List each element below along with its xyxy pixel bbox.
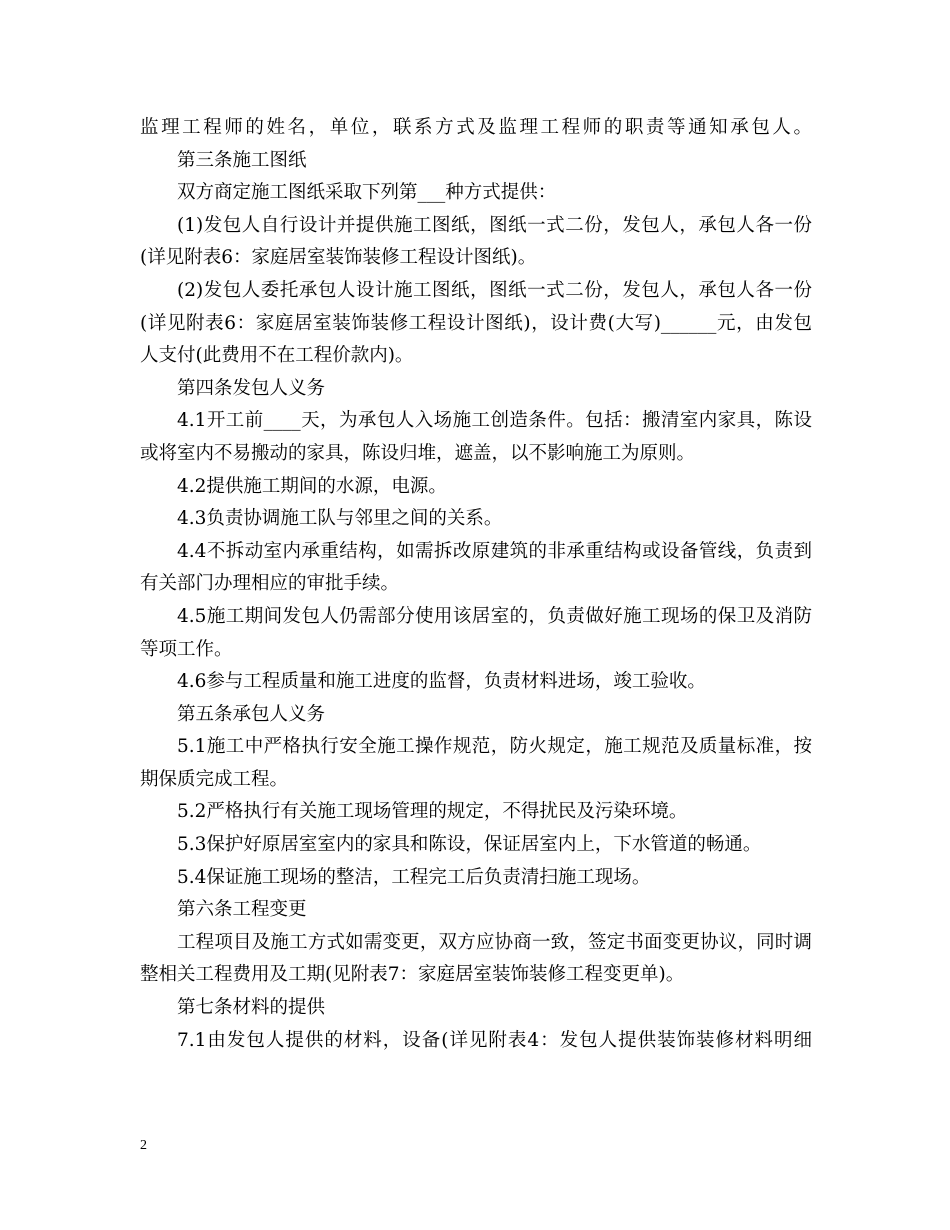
paragraph-line: 5.3保护好原居室室内的家具和陈设，保证居室内上，下水管道的畅通。 — [177, 834, 762, 856]
paragraph-line: (详见附表6：家庭居室装饰装修工程设计图纸)，设计费(大写)______元，由发包 — [140, 312, 812, 334]
paragraph-line: 期保质完成工程。 — [140, 768, 289, 790]
paragraph-line: 工程项目及施工方式如需变更，双方应协商一致，签定书面变更协议，同时调 — [177, 931, 812, 953]
paragraph-line: 4.1开工前____天，为承包人入场施工创造条件。包括：搬清室内家具，陈设 — [177, 410, 812, 432]
section-heading: 第六条工程变更 — [177, 899, 307, 921]
document-body — [140, 112, 812, 1057]
paragraph-line: (2)发包人委托承包人设计施工图纸，图纸一式二份，发包人，承包人各一份 — [177, 279, 812, 301]
section-heading: 第七条材料的提供 — [177, 997, 326, 1019]
paragraph-line: 5.2严格执行有关施工现场管理的规定，不得扰民及污染环境。 — [177, 801, 688, 823]
page-number: 2 — [140, 1138, 147, 1153]
paragraph-line: 双方商定施工图纸采取下列第___种方式提供： — [177, 182, 557, 204]
section-heading: 第五条承包人义务 — [177, 703, 326, 725]
paragraph-line: 4.4不拆动室内承重结构，如需拆改原建筑的非承重结构或设备管线，负责到 — [177, 540, 812, 562]
paragraph-line: 人支付(此费用不在工程价款内)。 — [140, 345, 414, 367]
paragraph-line: (详见附表6：家庭居室装饰装修工程设计图纸)。 — [140, 247, 537, 269]
section-heading: 第三条施工图纸 — [177, 149, 307, 171]
paragraph-line: 4.2提供施工期间的水源，电源。 — [177, 475, 447, 497]
paragraph-line: 或将室内不易搬动的家具，陈设归堆，遮盖，以不影响施工为原则。 — [140, 442, 696, 464]
paragraph-line: 4.6参与工程质量和施工进度的监督，负责材料进场，竣工验收。 — [177, 671, 706, 693]
paragraph-line: 监理工程师的姓名，单位，联系方式及监理工程师的职责等通知承包人。 — [140, 117, 812, 138]
paragraph-line: 5.1施工中严格执行安全施工操作规范，防火规定，施工规范及质量标准，按 — [177, 736, 812, 758]
paragraph-line: 整相关工程费用及工期(见附表7：家庭居室装饰装修工程变更单)。 — [140, 964, 685, 986]
paragraph-line: 等项工作。 — [140, 638, 233, 660]
paragraph-line: 5.4保证施工现场的整洁，工程完工后负责清扫施工现场。 — [177, 866, 651, 888]
paragraph-line: 7.1由发包人提供的材料，设备(详见附表4：发包人提供装饰装修材料明细 — [177, 1029, 812, 1051]
paragraph-line: (1)发包人自行设计并提供施工图纸，图纸一式二份，发包人，承包人各一份 — [177, 214, 812, 236]
paragraph-line: 有关部门办理相应的审批手续。 — [140, 573, 400, 595]
paragraph-line: 4.5施工期间发包人仍需部分使用该居室的，负责做好施工现场的保卫及消防 — [177, 605, 812, 627]
section-heading: 第四条发包人义务 — [177, 377, 326, 399]
paragraph-line: 4.3负责协调施工队与邻里之间的关系。 — [177, 508, 503, 530]
